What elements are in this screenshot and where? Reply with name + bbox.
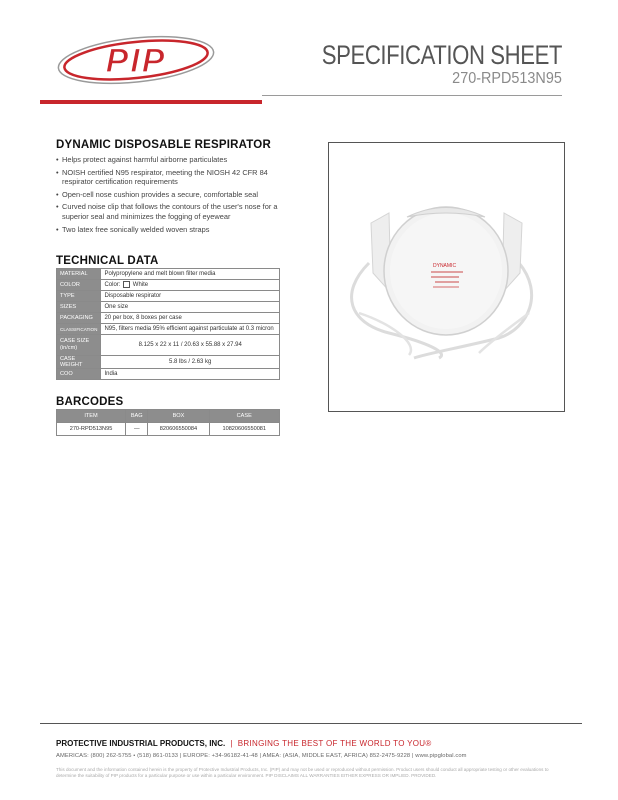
- table-row: [57, 269, 280, 280]
- sizes-label: SIZES: [57, 302, 101, 313]
- header-accent-rule: [40, 100, 262, 104]
- case-weight-value: 5.8 lbs / 2.63 kg: [101, 356, 280, 369]
- svg-text:PIP: PIP: [105, 42, 167, 80]
- type-value: Disposable respirator: [101, 291, 280, 302]
- barcode-item: 270-RPD513N95: [57, 423, 126, 436]
- type-label: TYPE: [57, 291, 101, 302]
- classification-value: N95, filters media 95% efficient against particulate at 0.3 micron: [101, 324, 280, 335]
- table-row: [57, 324, 280, 335]
- feature-item: • Curved noise clip that follows the contours of the user's nose for a superior seal and minimizes the fogging of eyewear: [56, 202, 296, 221]
- legal-disclaimer: This document and the information contained herein is the property of Protective Industrial Products, Inc. (PIP) and may not be used or reproduced without permission. Product users should conduct all appropriate testing or other evaluations to determine the suitability of PIP products for a particular purpose or use within a particular environment. PIP DISCLAIMS ALL WARRANTIES EITHER EXPRESS OR IMPLIED. PROVIDED.: [56, 767, 549, 778]
- company-name: PROTECTIVE INDUSTRIAL PRODUCTS, INC.: [56, 739, 226, 748]
- svg-text:DYNAMIC: DYNAMIC: [433, 263, 457, 269]
- coo-value: India: [101, 369, 280, 380]
- material-value: Polypropylene and melt blown filter media: [101, 269, 280, 280]
- color-value: White: [132, 282, 149, 289]
- respirator-image: [329, 143, 564, 411]
- product-image-frame: [328, 142, 565, 412]
- case-weight-label: CASE WEIGHT: [57, 356, 101, 369]
- company-tagline: BRINGING THE BEST OF THE WORLD TO YOU®: [237, 739, 432, 748]
- page-title: SPECIFICATION SHEET: [321, 40, 562, 70]
- table-row: [57, 302, 280, 313]
- table-row: [57, 356, 280, 369]
- packaging-label: PACKAGING: [57, 313, 101, 324]
- barcodes-table: [56, 409, 280, 436]
- material-label: MATERIAL: [57, 269, 101, 280]
- technical-heading: TECHNICAL DATA: [56, 255, 159, 267]
- table-header-row: [57, 410, 280, 423]
- barcodes-heading: BARCODES: [56, 396, 124, 408]
- product-heading: DYNAMIC DISPOSABLE RESPIRATOR: [56, 139, 271, 151]
- footer-contacts: AMERICAS: (800) 262-5755 • (518) 861-0133 | EUROPE: +34-96182-41-48 | AMEA: (ASIA, MIDDLE EAST, AFRICA) 852-2475-9228 | www.pipglobal.com: [56, 753, 467, 759]
- packaging-value: 20 per box, 8 boxes per case: [101, 313, 280, 324]
- barcode-box: 820606550084: [148, 423, 209, 436]
- column-header-item: ITEM: [57, 410, 126, 423]
- classification-label: CLASSIFICATION: [57, 324, 101, 335]
- case-size-label: [57, 335, 101, 356]
- feature-item: • Two latex free sonically welded woven straps: [56, 225, 296, 235]
- case-size-value: 8.125 x 22 x 11 / 20.63 x 55.88 x 27.94: [101, 335, 280, 356]
- case-size-label-text: CASE SIZE: [60, 338, 90, 344]
- product-sku: 270-RPD513N95: [452, 70, 562, 87]
- table-row: [57, 423, 280, 436]
- barcode-case: 10820606550081: [209, 423, 280, 436]
- case-size-unit: (in/cm): [60, 345, 78, 351]
- table-row: [57, 335, 280, 356]
- column-header-bag: BAG: [126, 410, 148, 423]
- column-header-case: CASE: [209, 410, 280, 423]
- table-row: [57, 369, 280, 380]
- table-row: [57, 313, 280, 324]
- feature-item: • Open-cell nose cushion provides a secure, comfortable seal: [56, 190, 296, 200]
- feature-list: [56, 155, 296, 237]
- color-label: COLOR: [57, 280, 101, 291]
- footer-company-line: [56, 739, 432, 748]
- header-divider: [262, 95, 562, 96]
- column-header-box: BOX: [148, 410, 209, 423]
- technical-table: [56, 268, 280, 380]
- feature-item: • Helps protect against harmful airborne particulates: [56, 155, 296, 165]
- footer-divider: [40, 723, 582, 724]
- table-row: [57, 291, 280, 302]
- sizes-value: One size: [101, 302, 280, 313]
- barcode-bag: —: [126, 423, 148, 436]
- color-prefix: Color:: [104, 282, 121, 289]
- coo-label: COO: [57, 369, 101, 380]
- color-checkbox-icon: [123, 281, 130, 288]
- color-cell: [101, 280, 280, 291]
- footer-separator: |: [230, 739, 233, 748]
- feature-item: • NOISH certified N95 respirator, meeting the NIOSH 42 CFR 84 respirator certification requirements: [56, 168, 296, 187]
- pip-logo: [56, 32, 216, 88]
- table-row: [57, 280, 280, 291]
